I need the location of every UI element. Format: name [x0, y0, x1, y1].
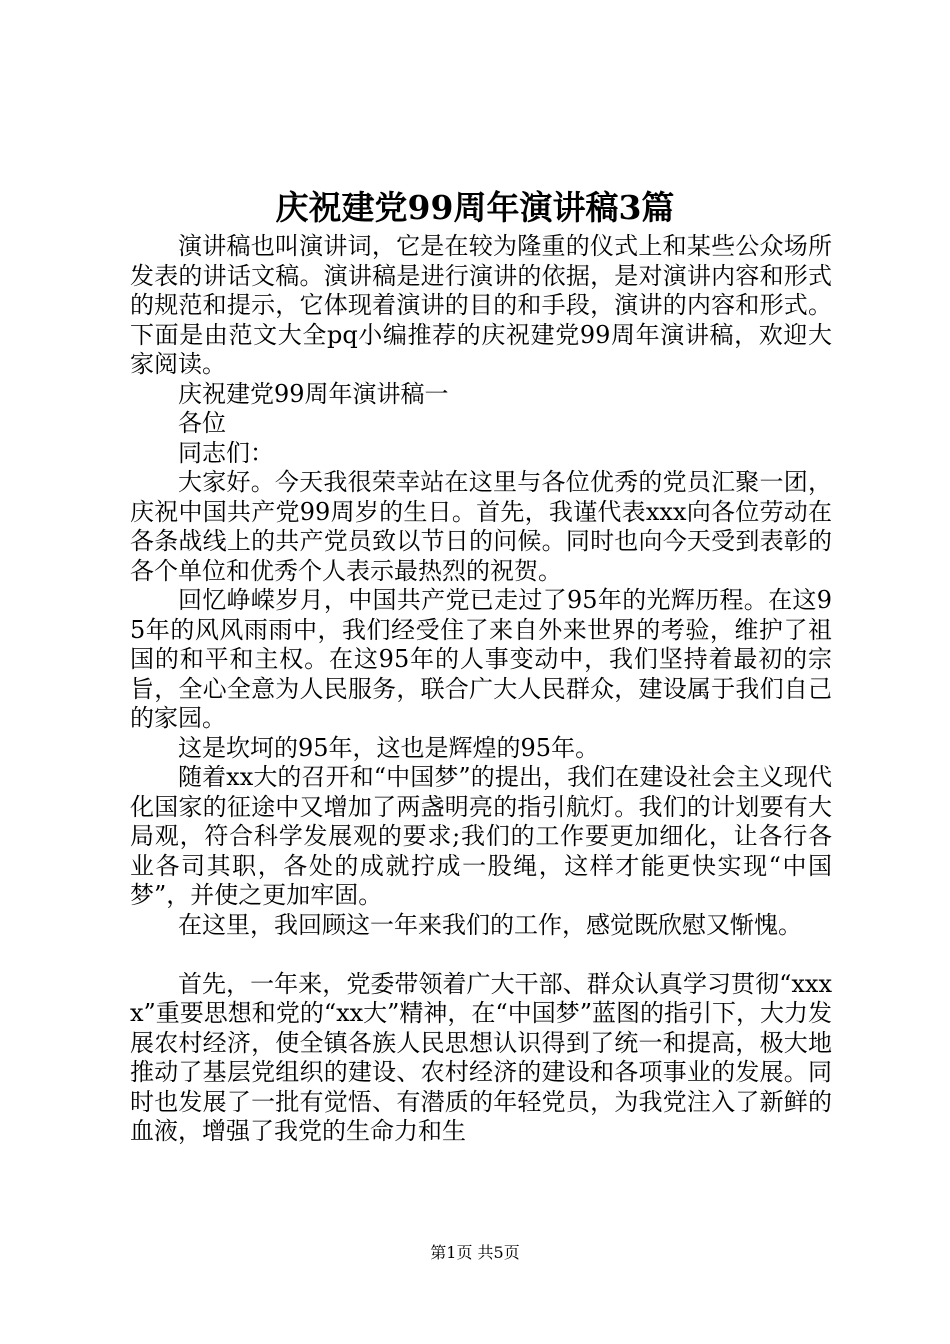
intro-paragraph: 演讲稿也叫演讲词，它是在较为隆重的仪式上和某些公众场所发表的讲话文稿。演讲稿是进行演讲的依据，是对演讲内容和形式的规范和提示，它体现着演讲的目的和手段，演讲的内容和形式。下面是由范文大全pq小编推荐的庆祝建党99周年演讲稿，欢迎大家阅读。 [130, 232, 832, 378]
salutation-line: 各位 [178, 409, 226, 437]
salutation-line: 同志们： [178, 438, 274, 467]
page-footer: 第1页 共5页 [430, 1243, 520, 1262]
body-paragraph: 大家好。今天我很荣幸站在这里与各位优秀的党员汇聚一团，庆祝中国共产党99周岁的生日。首先，我谨代表xxx向各位劳动在各条战线上的共产党员致以节日的问候。同时也向今天受到表彰的各个单位和优秀个人表示最热烈的祝贺。 [130, 468, 832, 585]
body-paragraph: 在这里，我回顾这一年来我们的工作，感觉既欣慰又惭愧。 [178, 910, 802, 939]
section-heading: 庆祝建党99周年演讲稿一 [178, 379, 449, 408]
body-paragraph: 这是坎坷的95年，这也是辉煌的95年。 [178, 733, 600, 762]
document-body [130, 232, 832, 1147]
body-paragraph: 随着xx大的召开和“中国梦”的提出，我们在建设社会主义现代化国家的征途中又增加了两盏明亮的指引航灯。我们的计划要有大局观，符合科学发展观的要求;我们的工作要更加细化，让各行各业各司其职，各处的成就拧成一股绳，这样才能更快实现“中国梦”，并使之更加牢固。 [130, 763, 832, 909]
body-paragraph: 首先，一年来，党委带领着广大干部、群众认真学习贯彻“xxxx”重要思想和党的“xx大”精神，在“中国梦”蓝图的指引下，大力发展农村经济，使全镇各族人民思想认识得到了统一和提高，极大地推动了基层党组织的建设、农村经济的建设和各项事业的发展。同时也发展了一批有觉悟、有潜质的年轻党员，为我党注入了新鲜的血液，增强了我党的生命力和生 [130, 969, 832, 1145]
body-paragraph: 回忆峥嵘岁月，中国共产党已走过了95年的光辉历程。在这95年的风风雨雨中，我们经受住了来自外来世界的考验，维护了祖国的和平和主权。在这95年的人事变动中，我们坚持着最初的宗旨，全心全意为人民服务，联合广大人民群众，建设属于我们自己的家园。 [130, 586, 832, 732]
document-title: 庆祝建党99周年演讲稿3篇 [275, 188, 675, 227]
